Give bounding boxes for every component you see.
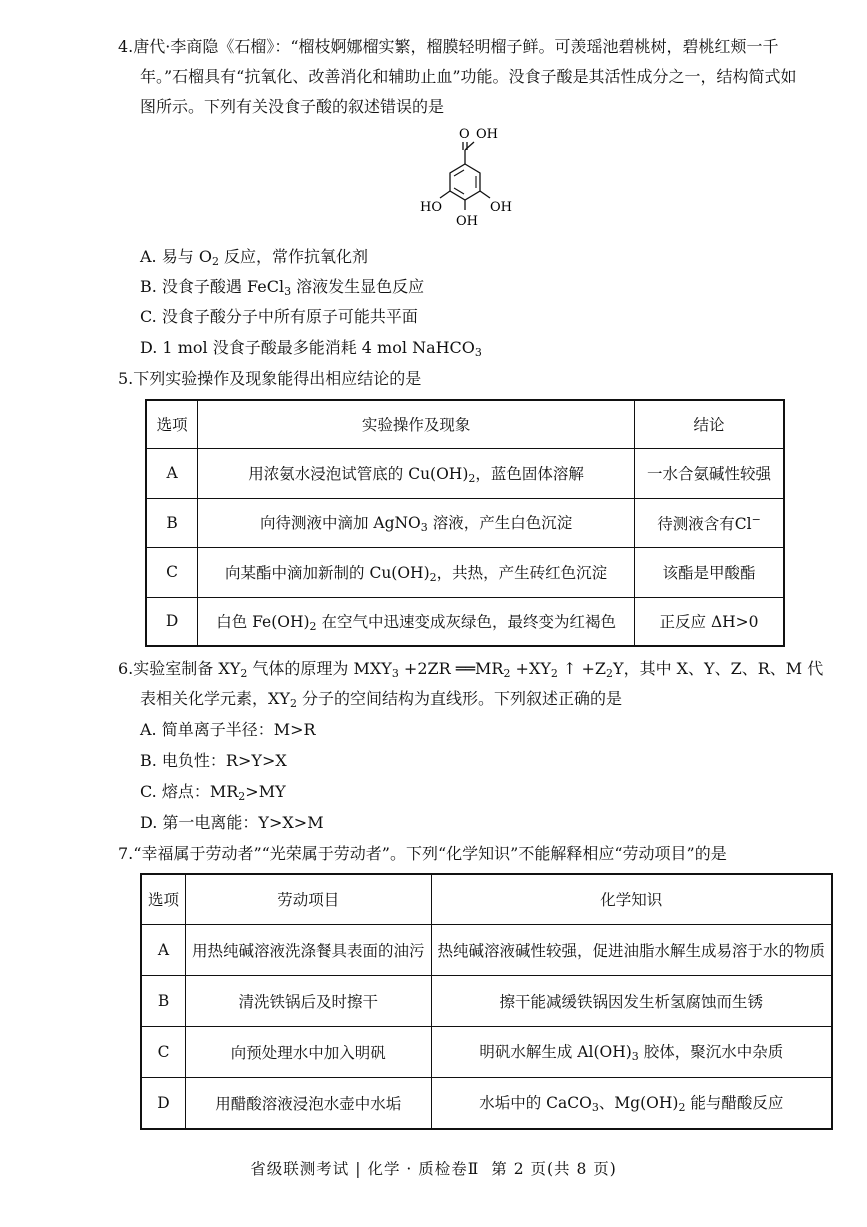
q7-row-d-knowledge: 水垢中的 CaCO$_3$、$Mg(OH)_2$ 能与醋酸反应	[431, 1077, 832, 1129]
q4-line-3: 图所示。下列有关没食子酸的叙述错误的是	[140, 97, 445, 116]
q5-table	[145, 399, 785, 647]
q5-header-row	[146, 400, 784, 448]
q7-row-b-option: B	[141, 975, 186, 1026]
structure-right-OH: OH	[490, 200, 512, 215]
structure-O: O	[459, 127, 470, 142]
q5-row-b-option: B	[146, 498, 198, 547]
q5-header-conclusion: 结论	[635, 400, 784, 448]
q5-row-d-option: D	[146, 597, 198, 646]
q5-row-c-conclusion: 该酯是甲酸酯	[635, 547, 784, 597]
table-row	[146, 547, 784, 597]
q5-stem: 5.下列实验操作及现象能得出相应结论的是	[118, 369, 422, 388]
table-row	[141, 1077, 832, 1129]
q5-row-a-option: A	[146, 448, 198, 498]
structure-bottom-OH: OH	[456, 214, 478, 229]
q7-header-labor: 劳动项目	[186, 874, 432, 924]
gallic-acid-structure	[410, 120, 530, 238]
q7-stem: 7.“幸福属于劳动者”“光荣属于劳动者”。下列“化学知识”不能解释相应“劳动项目”的是	[118, 844, 727, 863]
q5-row-a-operation: 用浓氨水浸泡试管底的 $Cu(OH)_2$，蓝色固体溶解	[198, 448, 635, 498]
q6-option-b: B. 电负性：R>Y>X	[140, 751, 287, 770]
table-row	[141, 924, 832, 975]
q5-row-b-operation: 向待测液中滴加 AgNO$_3$ 溶液，产生白色沉淀	[198, 498, 635, 547]
q4-option-a: A. 易与 $O_2$ 反应，常作抗氧化剂	[140, 247, 369, 268]
q5-header-operation: 实验操作及现象	[198, 400, 635, 448]
table-row	[146, 597, 784, 646]
q7-header-option: 选项	[141, 874, 186, 924]
table-row	[141, 975, 832, 1026]
q6-option-d: D. 第一电离能：Y>X>M	[140, 813, 324, 832]
table-row	[146, 498, 784, 547]
q7-row-c-option: C	[141, 1026, 186, 1077]
q4-option-b: B. 没食子酸遇 FeCl$_3$ 溶液发生显色反应	[140, 277, 425, 298]
footer-exam-name: 省级联测考试	[250, 1160, 350, 1178]
q4-line-2: 年。”石榴具有“抗氧化、改善消化和辅助止血”功能。没食子酸是其活性成分之一，结构简式如	[140, 67, 797, 86]
q7-row-d-option: D	[141, 1077, 186, 1129]
q5-row-b-conclusion: 待测液含有Cl−	[635, 498, 784, 547]
q5-row-d-operation: 白色 $Fe(OH)_2$ 在空气中迅速变成灰绿色，最终变为红褐色	[198, 597, 635, 646]
q7-row-b-labor: 清洗铁锅后及时擦干	[186, 975, 432, 1026]
footer-subject: 化学 · 质检卷Ⅱ	[367, 1160, 480, 1178]
q7-row-b-knowledge: 擦干能减缓铁锅因发生析氢腐蚀而生锈	[431, 975, 832, 1026]
q6-option-c: C. 熔点：$MR_2>MY$	[140, 782, 286, 803]
q7-row-a-option: A	[141, 924, 186, 975]
q7-row-c-labor: 向预处理水中加入明矾	[186, 1026, 432, 1077]
q5-row-c-operation: 向某酯中滴加新制的 $Cu(OH)_2$，共热，产生砖红色沉淀	[198, 547, 635, 597]
footer-page-number: 第 2 页(共 8 页)	[491, 1160, 617, 1178]
q7-header-knowledge: 化学知识	[431, 874, 832, 924]
q7-row-d-labor: 用醋酸溶液浸泡水壶中水垢	[186, 1077, 432, 1129]
q4-option-d: D. 1 mol 没食子酸最多能消耗 4 mol NaHCO$_3$	[140, 338, 482, 359]
q6-option-a: A. 简单离子半径：M>R	[140, 720, 316, 739]
q7-row-c-knowledge: 明矾水解生成 $Al(OH)_3$ 胶体，聚沉水中杂质	[431, 1026, 832, 1077]
q5-row-c-option: C	[146, 547, 198, 597]
table-row	[146, 448, 784, 498]
q4-option-c: C. 没食子酸分子中所有原子可能共平面	[140, 307, 418, 326]
q6-line-2: 表相关化学元素，$XY_2$ 分子的空间结构为直线形。下列叙述正确的是	[140, 689, 623, 710]
table-row	[141, 1026, 832, 1077]
q7-row-a-labor: 用热纯碱溶液洗涤餐具表面的油污	[186, 924, 432, 975]
q7-header-row	[141, 874, 832, 924]
q4-line-1: 4.唐代·李商隐《石榴》：“榴枝婀娜榴实繁，榴膜轻明榴子鲜。可羡瑶池碧桃树，碧桃红颊一千	[118, 37, 779, 56]
q5-row-a-conclusion: 一水合氨碱性较强	[635, 448, 784, 498]
q5-header-option: 选项	[146, 400, 198, 448]
q7-table	[140, 873, 833, 1130]
q5-row-d-conclusion: 正反应 ΔH>0	[635, 597, 784, 646]
page-footer: 省级联测考试 | 化学 · 质检卷Ⅱ 第 2 页(共 8 页)	[250, 1160, 617, 1178]
structure-left-HO: HO	[420, 200, 442, 215]
q7-row-a-knowledge: 热纯碱溶液碱性较强，促进油脂水解生成易溶于水的物质	[431, 924, 832, 975]
q6-line-1: 6.实验室制备 $XY_2$ 气体的原理为 $MXY_3 +2ZR$ $══MR_2 +XY_2$ ↑ $+Z_2Y$，其中 X、Y、Z、R、M 代	[118, 659, 824, 680]
structure-top-OH: OH	[476, 127, 498, 142]
